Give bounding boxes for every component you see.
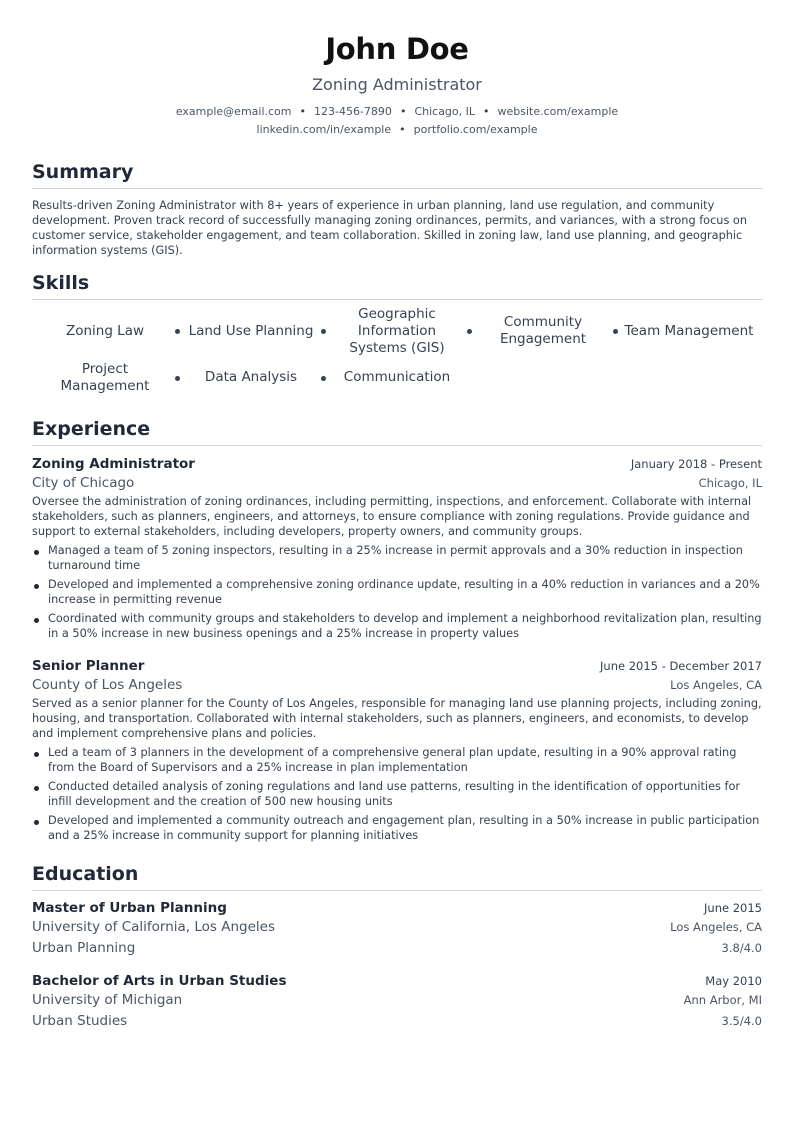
candidate-name: John Doe (325, 32, 469, 66)
school-location: Los Angeles, CA (670, 920, 762, 934)
bullet-icon (34, 820, 39, 825)
achievement-item (32, 543, 762, 573)
achievement-item (32, 813, 762, 843)
skill-label: Geographic Information Systems (GIS) (349, 305, 445, 356)
experience-entry (32, 455, 762, 641)
bullet-icon (175, 376, 180, 381)
graduation-date: June 2015 (704, 901, 762, 915)
location-text: Chicago, IL (414, 105, 476, 118)
job-title: Senior Planner (32, 658, 145, 674)
summary-text: Results-driven Zoning Administrator with 8+ years of experience in urban planning, land use regulation, and community development. Proven track record of successfully managing zoning ordinances, permits, and variances, with a strong focus on customer service, stakeholder engagement, and team collaboration. Skilled in zoning law, land use planning, and geographic information systems (GIS). (32, 199, 748, 257)
education-heading: Education (32, 861, 762, 891)
skill-label: Communication (343, 369, 451, 385)
experience-heading: Experience (32, 416, 762, 446)
achievement-item (32, 577, 762, 607)
school-location: Ann Arbor, MI (683, 993, 762, 1007)
employer-name: County of Los Angeles (32, 677, 183, 693)
separator-dot-icon: • (483, 105, 490, 118)
achievement-text: Conducted detailed analysis of zoning regulations and land use patterns, resulting in the identification of opportunities for infill development and the creation of 500 new housing units (48, 780, 741, 808)
achievement-text: Developed and implemented a comprehensive zoning ordinance update, resulting in a 40% reduction in variances and a 20% increase in permitting revenue (48, 578, 760, 606)
bullet-icon (321, 376, 326, 381)
bullet-icon (34, 550, 39, 555)
gpa: 3.5/4.0 (721, 1014, 762, 1028)
job-description: Served as a senior planner for the County of Los Angeles, responsible for managing land use planning projects, including zoning, housing, and transportation. Collaborated with internal stakeholders, such as planners, engineers, and economists, to develop and implement comprehensive plans and policies. (32, 697, 762, 740)
contact-line-2 (32, 121, 762, 139)
bullet-icon (34, 752, 39, 757)
education-entry (32, 972, 762, 1032)
summary-section (32, 159, 762, 258)
resume-page (32, 30, 762, 1032)
gpa: 3.8/4.0 (721, 941, 762, 955)
degree-name: Bachelor of Arts in Urban Studies (32, 973, 287, 989)
skill-label: Data Analysis (204, 369, 298, 385)
achievement-item (32, 611, 762, 641)
skill-item (324, 356, 470, 399)
job-description: Oversee the administration of zoning ordinances, including permitting, inspections, and enforcement. Collaborate with internal stakeholders, such as planners, engineers, and attorneys, to ensure compliance with zoning regulations. Provide guidance and support to external stakeholders, including developers, property owners, and community groups. (32, 495, 752, 538)
bullet-icon (34, 584, 39, 589)
linkedin-link[interactable]: linkedin.com/in/example (256, 123, 392, 136)
skill-label: Land Use Planning (188, 322, 314, 339)
employer-name: City of Chicago (32, 475, 135, 491)
achievement-text: Led a team of 3 planners in the development of a comprehensive general plan update, resulting in a 90% approval rating from the Board of Supervisors and a 25% increase in plan implementation (48, 746, 737, 774)
email-link[interactable]: example@email.com (175, 105, 292, 118)
separator-dot-icon: • (299, 105, 306, 118)
bullet-icon (321, 329, 326, 334)
skill-label: Zoning Law (65, 322, 145, 339)
skill-item (470, 306, 616, 356)
summary-heading: Summary (32, 159, 762, 189)
skill-label: Project Management (60, 360, 150, 394)
skill-item (178, 306, 324, 356)
website-link[interactable]: website.com/example (497, 105, 619, 118)
skill-item (616, 306, 762, 356)
field-of-study: Urban Planning (32, 940, 136, 956)
job-dates: January 2018 - Present (630, 457, 762, 471)
education-section (32, 861, 762, 1032)
job-title: Zoning Administrator (32, 456, 195, 472)
skills-heading: Skills (32, 270, 762, 300)
skill-item (324, 306, 470, 356)
bullet-icon (34, 618, 39, 623)
bullet-icon (175, 329, 180, 334)
skill-item (178, 356, 324, 399)
bullet-icon (467, 329, 472, 334)
job-location: Chicago, IL (698, 476, 762, 490)
skill-item (32, 306, 178, 356)
achievement-text: Developed and implemented a community outreach and engagement plan, resulting in a 50% increase in public participation and a 25% increase in community support for planning initiatives (48, 814, 760, 842)
achievement-item (32, 745, 762, 775)
graduation-date: May 2010 (705, 974, 762, 988)
achievement-list (32, 543, 762, 641)
skills-list (32, 306, 762, 399)
degree-name: Master of Urban Planning (32, 900, 227, 916)
portfolio-link[interactable]: portfolio.com/example (413, 123, 538, 136)
school-name: University of California, Los Angeles (32, 919, 276, 935)
bullet-icon (34, 786, 39, 791)
skills-section (32, 270, 762, 399)
phone-text[interactable]: 123-456-7890 (314, 105, 392, 118)
separator-dot-icon: • (399, 105, 407, 118)
skill-label: Community Engagement (499, 314, 587, 347)
achievement-list (32, 745, 762, 843)
job-dates: June 2015 - December 2017 (600, 659, 762, 673)
candidate-headline: Zoning Administrator (312, 75, 482, 94)
achievement-text: Coordinated with community groups and stakeholders to develop and implement a neighborhood revitalization plan, resulting in a 50% increase in new business openings and a 25% increase in property values (48, 612, 762, 640)
school-name: University of Michigan (32, 992, 183, 1008)
achievement-item (32, 779, 762, 809)
achievement-text: Managed a team of 5 zoning inspectors, resulting in a 25% increase in permit approvals and a 30% reduction in inspection turnaround time (48, 544, 743, 572)
experience-entry (32, 657, 762, 843)
separator-dot-icon: • (399, 123, 406, 136)
skill-item (32, 356, 178, 399)
skill-label: Team Management (624, 322, 754, 339)
field-of-study: Urban Studies (32, 1013, 128, 1029)
job-location: Los Angeles, CA (670, 678, 762, 692)
education-entry (32, 899, 762, 959)
bullet-icon (613, 329, 618, 334)
contact-line-1 (32, 103, 762, 121)
experience-section (32, 416, 762, 843)
